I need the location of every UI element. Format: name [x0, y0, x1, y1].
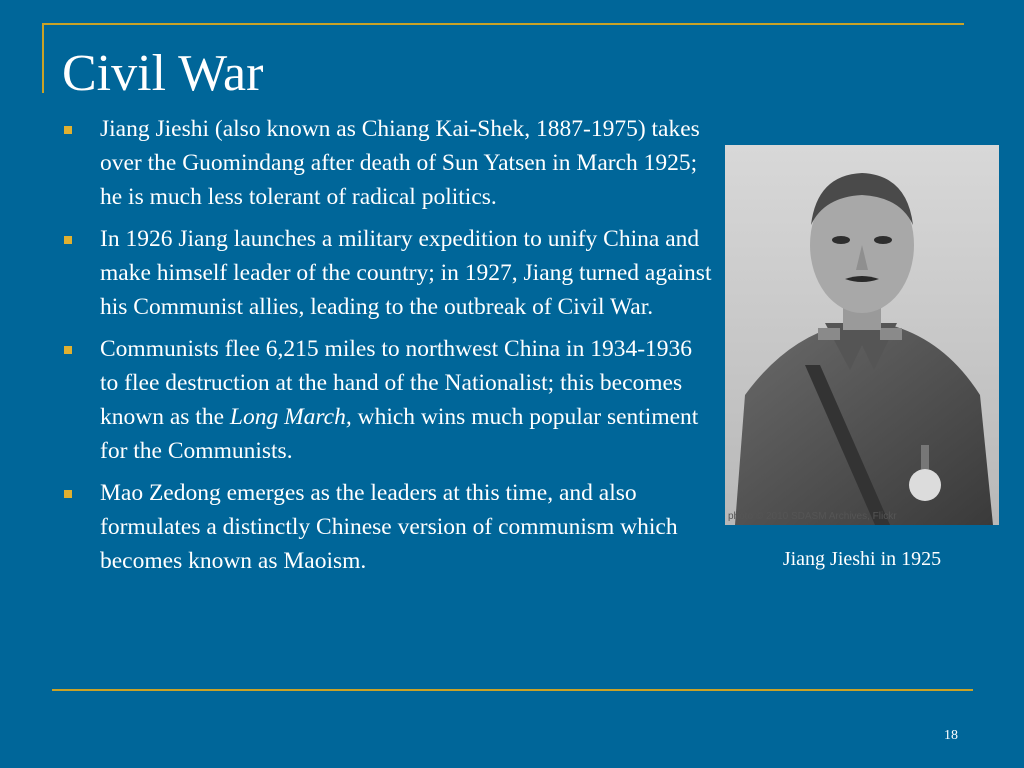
bullet-item: [62, 112, 712, 214]
top-rule: [42, 23, 964, 25]
left-rule: [42, 23, 44, 93]
bottom-rule: [52, 689, 973, 691]
square-bullet-icon: [64, 346, 72, 354]
collar-tab-left: [818, 328, 840, 340]
bullet-text-after: which wins much popular sentiment for the Communists.: [100, 404, 699, 464]
square-bullet-icon: [64, 490, 72, 498]
photo-caption: Jiang Jieshi in 1925: [782, 548, 942, 570]
slide-title: Civil War: [62, 45, 264, 102]
bullet-text: In 1926 Jiang launches a military expedition to unify China and make himself leader of the country; in 1927, Jiang turned against his Communist allies, leading to the outbreak of Civil War.: [100, 226, 712, 320]
bullet-item: [62, 476, 712, 578]
bullet-item: [62, 222, 712, 324]
right-eye: [874, 236, 892, 244]
square-bullet-icon: [64, 126, 72, 134]
portrait-image: [725, 145, 999, 525]
bullet-text: Jiang Jieshi (also known as Chiang Kai-Shek, 1887-1975) takes over the Guomindang after death of Sun Yatsen in March 1925; he is much less tolerant of radical politics.: [100, 116, 700, 210]
bullet-list: [62, 112, 712, 586]
portrait-photo: [725, 145, 999, 525]
bullet-text-italic: Long March,: [229, 404, 352, 430]
medal-shape: [909, 469, 941, 501]
medal-ribbon: [921, 445, 929, 469]
bullet-item: [62, 332, 712, 468]
square-bullet-icon: [64, 236, 72, 244]
page-number: 18: [944, 728, 958, 743]
bullet-text-before: Communists flee 6,215 miles to northwest China in 1934-1936 to flee destruction at the hand of the Nationalist; this becomes known as the: [100, 336, 693, 430]
collar-tab-right: [880, 328, 902, 340]
bullet-text: Mao Zedong emerges as the leaders at this time, and also formulates a distinctly Chinese version of communism which becomes known as Maoism.: [100, 480, 678, 574]
left-eye: [832, 236, 850, 244]
photo-credit: photo © 2010 SDASM Archives, Flickr: [728, 511, 897, 522]
